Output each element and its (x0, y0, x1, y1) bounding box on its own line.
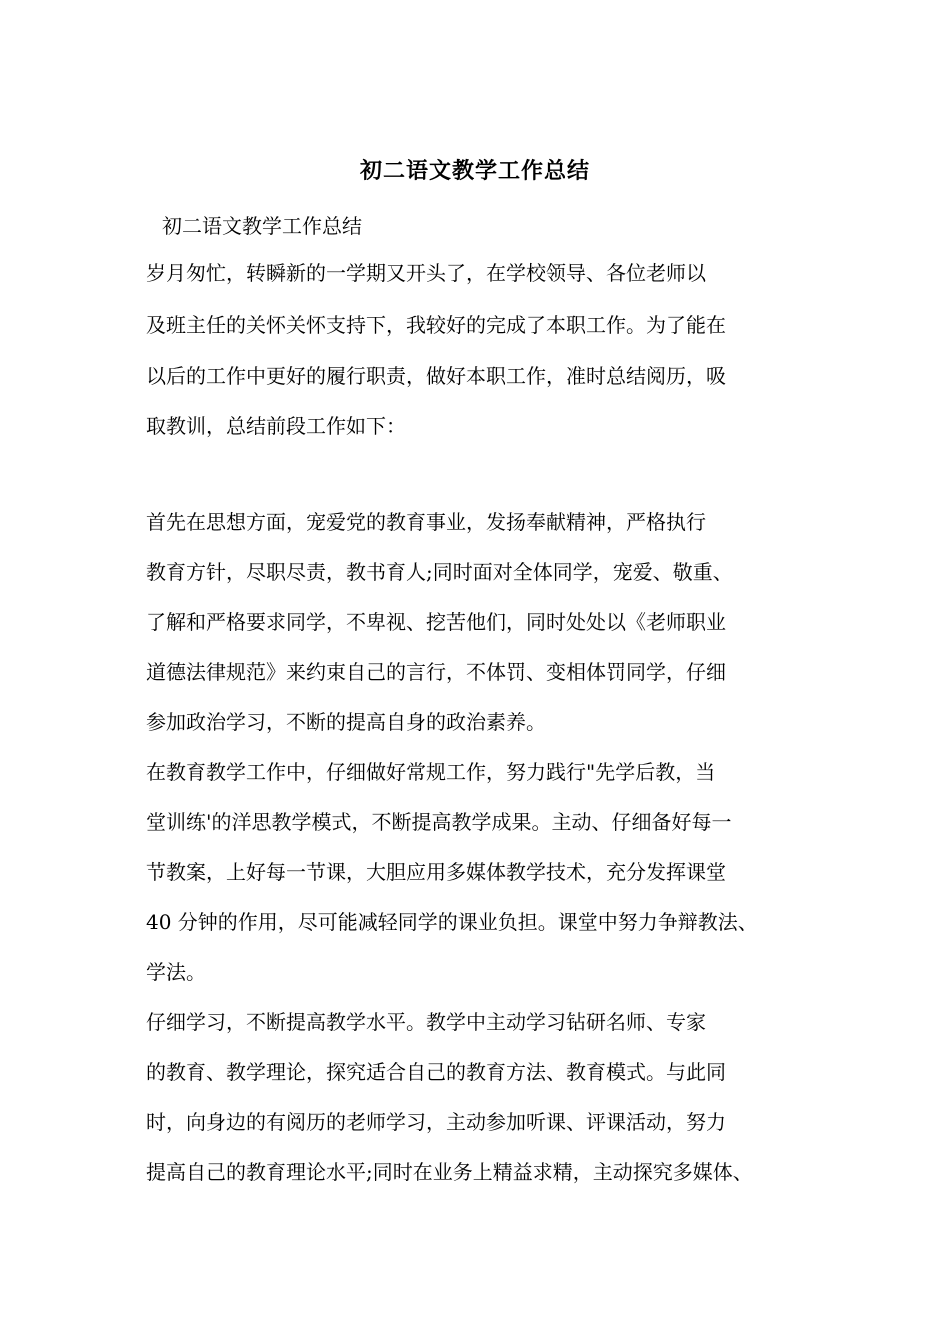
paragraph-line: 参加政治学习，不断的提高自身的政治素养。 (146, 710, 546, 734)
paragraph-line: 及班主任的关怀关怀支持下，我较好的完成了本职工作。为了能在 (146, 313, 726, 337)
document-subtitle: 初二语文教学工作总结 (162, 214, 362, 238)
paragraph-line: 以后的工作中更好的履行职责，做好本职工作，准时总结阅历，吸 (146, 364, 726, 388)
paragraph-line: 的教育、教学理论，探究适合自己的教育方法、教育模式。与此同 (146, 1060, 726, 1084)
paragraph-line: 教育方针，尽职尽责，教书育人;同时面对全体同学，宠爱、敬重、 (146, 560, 733, 584)
paragraph-line: 仔细学习，不断提高教学水平。教学中主动学习钻研名师、专家 (146, 1010, 706, 1034)
paragraph-line: 提高自己的教育理论水平;同时在业务上精益求精，主动探究多媒体、 (146, 1160, 753, 1184)
paragraph-line: 40 分钟的作用，尽可能减轻同学的课业负担。课堂中努力争辩教法、 (146, 910, 758, 934)
document-title: 初二语文教学工作总结 (359, 158, 590, 184)
paragraph-line: 岁月匆忙，转瞬新的一学期又开头了，在学校领导、各位老师以 (146, 261, 706, 285)
paragraph-line: 堂训练'的洋思教学模式，不断提高教学成果。主动、仔细备好每一 (146, 810, 732, 834)
paragraph-line: 节教案，上好每一节课，大胆应用多媒体教学技术，充分发挥课堂 (146, 860, 726, 884)
paragraph-line: 道德法律规范》来约束自己的言行，不体罚、变相体罚同学，仔细 (146, 660, 726, 684)
paragraph-line: 取教训，总结前段工作如下： (146, 414, 406, 438)
paragraph-line: 在教育教学工作中，仔细做好常规工作，努力践行"先学后教，当 (146, 760, 716, 784)
paragraph-line: 时，向身边的有阅历的老师学习，主动参加听课、评课活动，努力 (146, 1110, 726, 1134)
paragraph-line: 了解和严格要求同学，不卑视、挖苦他们，同时处处以《老师职业 (146, 610, 726, 634)
paragraph-line: 首先在思想方面，宠爱党的教育事业，发扬奉献精神，严格执行 (146, 510, 706, 534)
paragraph-line: 学法。 (146, 960, 206, 984)
